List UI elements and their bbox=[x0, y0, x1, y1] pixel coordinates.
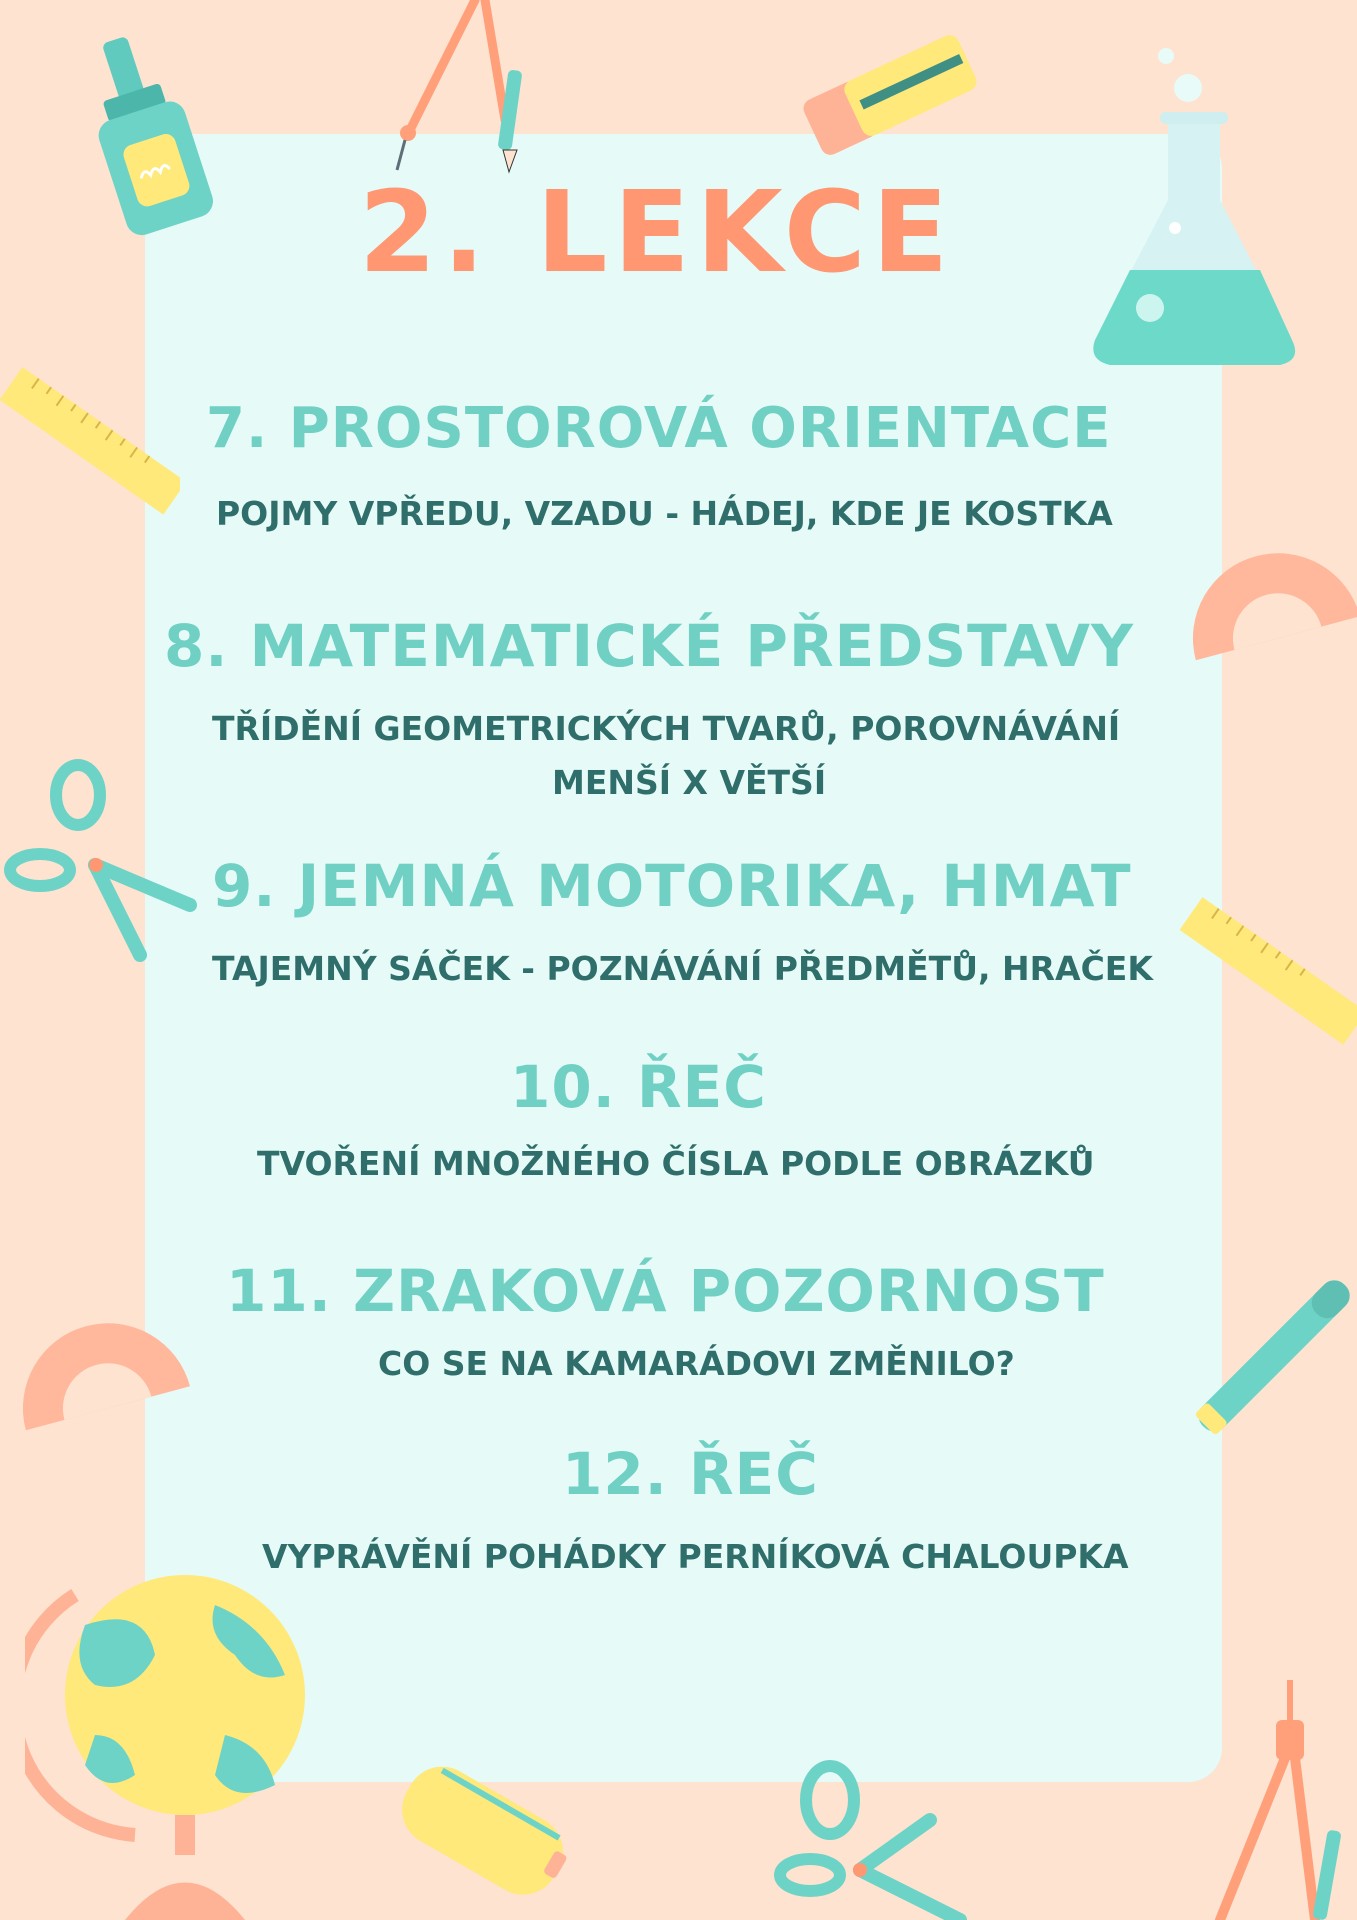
pencil-case-icon bbox=[385, 1750, 575, 1920]
compass-icon bbox=[1190, 1680, 1350, 1920]
lesson-description: MENŠÍ X VĚTŠÍ bbox=[552, 763, 827, 802]
ruler-icon bbox=[1180, 890, 1357, 1060]
lesson-heading: 7. PROSTOROVÁ ORIENTACE bbox=[206, 396, 1112, 461]
lesson-description: CO SE NA KAMARÁDOVI ZMĚNILO? bbox=[378, 1344, 1015, 1383]
scissors-icon bbox=[0, 755, 200, 965]
lesson-description: POJMY VPŘEDU, VZADU - HÁDEJ, KDE JE KOSTKA bbox=[216, 494, 1113, 533]
globe-icon bbox=[25, 1565, 315, 1920]
pen-icon bbox=[1170, 1270, 1350, 1470]
lesson-heading: 10. ŘEČ bbox=[510, 1053, 767, 1121]
lesson-heading: 12. ŘEČ bbox=[562, 1440, 819, 1508]
protractor-icon bbox=[0, 1280, 190, 1440]
lesson-heading: 9. JEMNÁ MOTORIKA, HMAT bbox=[212, 852, 1132, 920]
page-title: 2. LEKCE bbox=[358, 168, 955, 298]
compass-icon bbox=[385, 0, 545, 180]
lesson-description: TŘÍDĚNÍ GEOMETRICKÝCH TVARŮ, POROVNÁVÁNÍ bbox=[212, 709, 1121, 748]
eraser-icon bbox=[790, 25, 990, 165]
lesson-description: VYPRÁVĚNÍ POHÁDKY PERNÍKOVÁ CHALOUPKA bbox=[262, 1537, 1129, 1576]
lesson-heading: 11. ZRAKOVÁ POZORNOST bbox=[226, 1257, 1105, 1325]
lesson-description: TAJEMNÝ SÁČEK - POZNÁVÁNÍ PŘEDMĚTŮ, HRAČEK bbox=[212, 949, 1153, 988]
scissors-icon bbox=[770, 1760, 970, 1920]
lesson-description: TVOŘENÍ MNOŽNÉHO ČÍSLA PODLE OBRÁZKŮ bbox=[257, 1144, 1095, 1183]
ruler-icon bbox=[0, 360, 180, 530]
lesson-heading: 8. MATEMATICKÉ PŘEDSTAVY bbox=[164, 612, 1135, 680]
protractor-icon bbox=[1170, 510, 1357, 670]
